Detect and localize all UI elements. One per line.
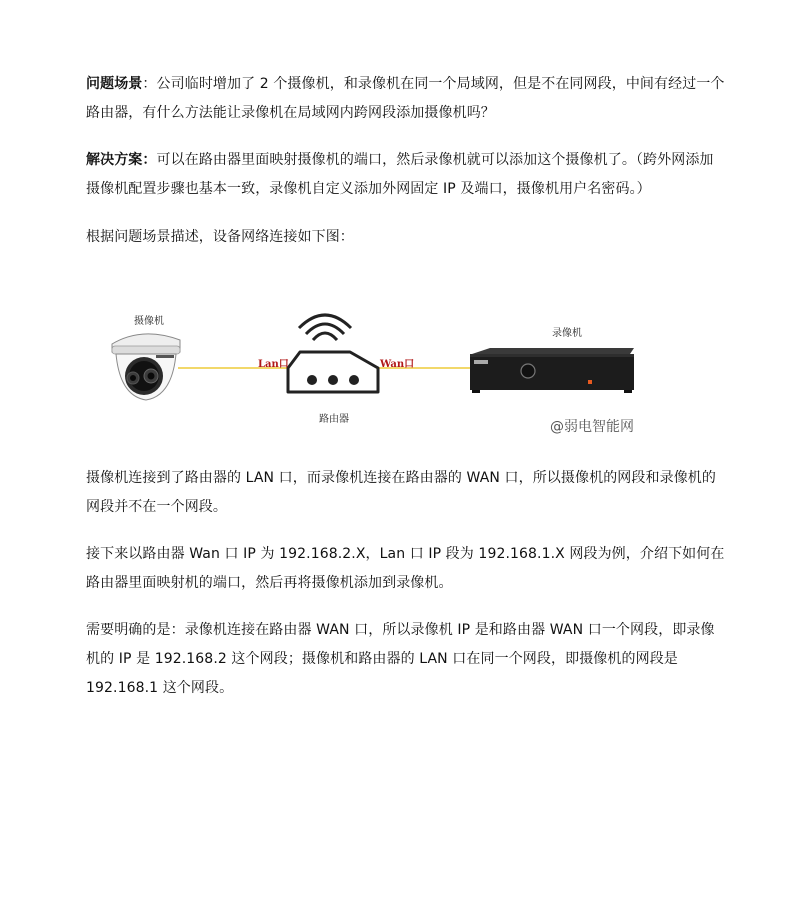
problem-scenario-separator: ： [142,76,157,92]
router-label: 路由器 [319,414,349,425]
router-icon [288,315,378,392]
problem-scenario-paragraph [86,70,726,128]
nvr-icon [470,348,634,393]
lan-port-label: Lan口 [258,359,289,370]
solution-label: 解决方案 [86,152,143,168]
diagram-intro-paragraph: 根据问题场景描述，设备网络连接如下图： [86,229,354,245]
solution-paragraph [86,146,726,204]
nvr-label: 录像机 [552,328,582,339]
solution-separator: ： [142,152,157,168]
camera-icon [112,334,180,400]
clarification-paragraph: 需要明确的是：录像机连接在路由器 WAN 口，所以录像机 IP 是和路由器 WAN 口一个网段，即录像机的 IP 是 192.168.2 这个网段；摄像机和路由器的 LAN 口在同一个网段，即摄像机的网段是 192.168.1 这个网段。 [86,622,715,696]
wan-port-label: Wan口 [380,359,415,370]
problem-scenario-label: 问题场景 [86,76,143,92]
problem-scenario-text: 公司临时增加了 2 个摄像机，和录像机在同一个局域网，但是不在同网段，中间有经过一个路由器，有什么方法能让录像机在局域网内跨网段添加摄像机吗？ [86,76,725,121]
camera-label: 摄像机 [134,316,164,327]
solution-text: 可以在路由器里面映射摄像机的端口，然后录像机就可以添加这个摄像机了。（跨外网添加摄像机配置步骤也基本一致，录像机自定义添加外网固定 IP 及端口，摄像机用户名密码。） [86,152,714,197]
network-explanation-paragraph: 摄像机连接到了路由器的 LAN 口，而录像机连接在路由器的 WAN 口，所以摄像机的网段和录像机的网段并不在一个网段。 [86,470,716,515]
network-diagram [100,296,660,446]
watermark: @弱电智能网 [550,419,634,435]
example-intro-paragraph: 接下来以路由器 Wan 口 IP 为 192.168.2.X，Lan 口 IP 段为 192.168.1.X 网段为例，介绍下如何在路由器里面映射机的端口，然后再将摄像机添加到录像机。 [86,546,725,591]
